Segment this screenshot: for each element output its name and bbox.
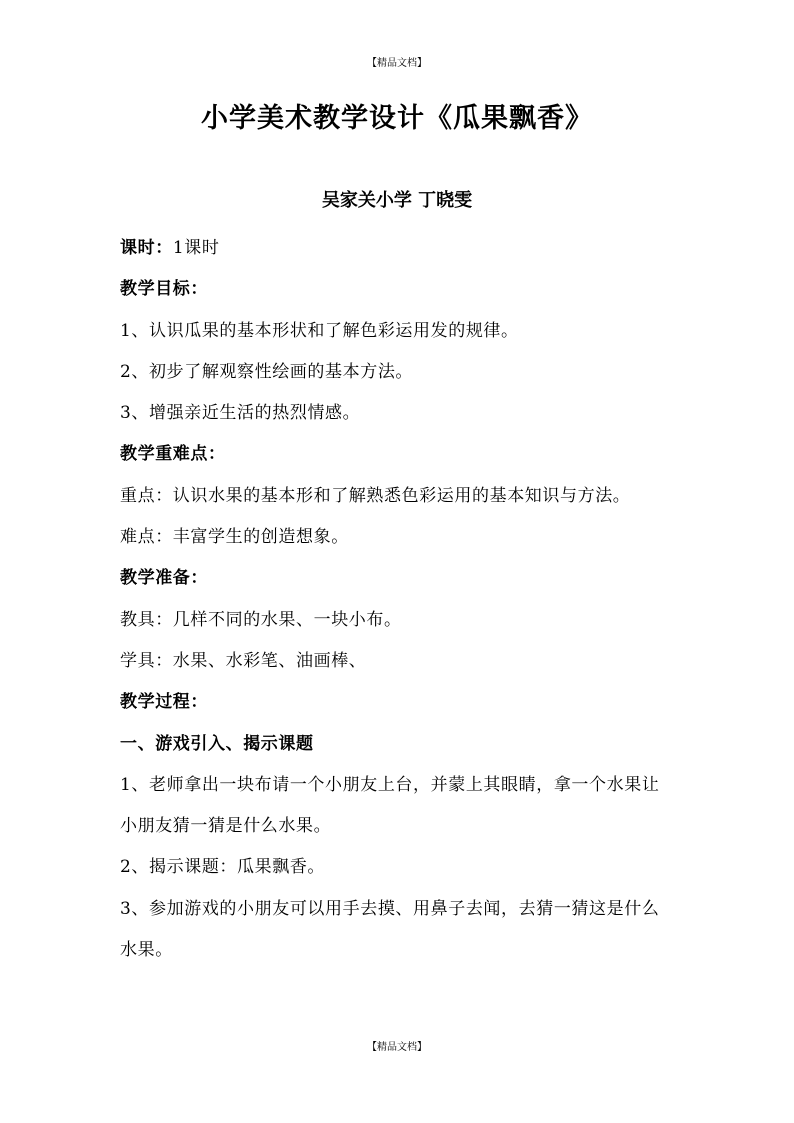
section-heading-preparation: 教学准备： <box>120 568 208 589</box>
process-item-2: 2、揭示课题：瓜果飘香。 <box>120 857 326 878</box>
class-hours-label: 课时： <box>120 238 173 258</box>
document-body <box>120 228 676 971</box>
process-step-heading-1: 一、游戏引入、揭示课题 <box>120 733 314 754</box>
document-title: 小学美术教学设计《瓜果飘香》 <box>201 103 593 134</box>
class-hours-line <box>120 228 676 269</box>
learning-aids-line: 学具：水果、水彩笔、油画棒、 <box>120 650 367 671</box>
key-point-line: 重点：认识水果的基本形和了解熟悉色彩运用的基本知识与方法。 <box>120 485 631 506</box>
objective-item-3: 3、增强亲近生活的热烈情感。 <box>120 403 361 424</box>
objective-item-1: 1、认识瓜果的基本形状和了解色彩运用发的规律。 <box>120 320 519 341</box>
process-item-1: 1、老师拿出一块布请一个小朋友上台，并蒙上其眼睛，拿一个水果让小朋友猜一猜是什么水果。 <box>120 774 660 837</box>
teaching-aids-line: 教具：几样不同的水果、一块小布。 <box>120 609 402 630</box>
section-heading-process: 教学过程： <box>120 692 208 713</box>
objective-item-2: 2、初步了解观察性绘画的基本方法。 <box>120 361 414 382</box>
document-author: 吴家关小学 丁晓雯 <box>321 190 473 211</box>
class-hours-value: 1课时 <box>172 238 220 258</box>
process-item-3: 3、参加游戏的小朋友可以用手去摸、用鼻子去闻，去猜一猜这是什么水果。 <box>120 898 660 961</box>
section-heading-key-points: 教学重难点： <box>120 444 226 465</box>
section-heading-objectives: 教学目标： <box>120 279 208 300</box>
footer-tag: 【精品文档】 <box>367 1042 427 1053</box>
header-tag: 【精品文档】 <box>367 58 427 69</box>
difficult-point-line: 难点：丰富学生的创造想象。 <box>120 527 349 548</box>
